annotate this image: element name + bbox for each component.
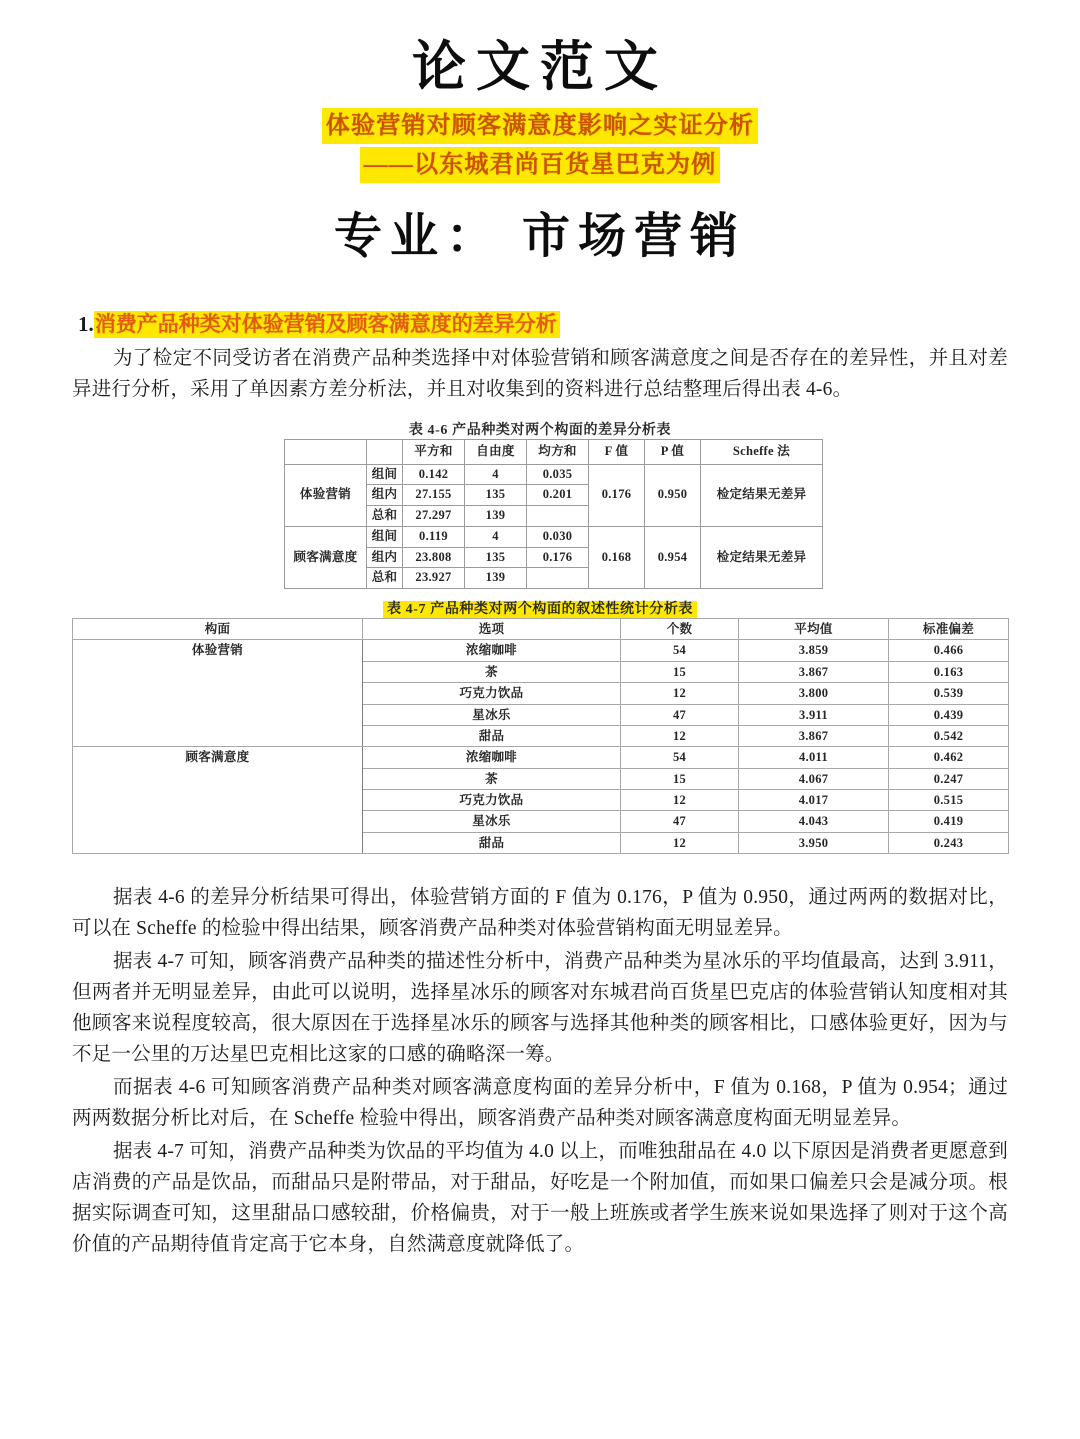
table-row [285, 464, 823, 485]
t47-g1-r2-sd: 0.515 [889, 790, 1009, 811]
t46-g0-r1-src: 组内 [367, 485, 403, 506]
t46-g1-scheffe: 检定结果无差异 [701, 526, 823, 588]
t47-g1-r0-n: 54 [621, 747, 739, 768]
table-4-6 [284, 439, 823, 589]
t47-g1-r0-mean: 4.011 [739, 747, 889, 768]
paragraph-1: 据表 4-6 的差异分析结果可得出，体验营销方面的 F 值为 0.176，P 值为 0.950，通过两两的数据对比，可以在 Scheffe 的检验中得出结果，顾客消费产品种类对体验营销构面无明显差异。 [72, 887, 1008, 940]
t46-g0-r1-ss: 27.155 [403, 485, 465, 506]
t46-g1-p: 0.954 [645, 526, 701, 588]
t46-g0-r0-ms: 0.035 [527, 464, 589, 485]
t46-g1-r0-df: 4 [465, 526, 527, 547]
t47-g0-r1-option: 茶 [363, 661, 621, 682]
t47-h-dimension: 构面 [73, 619, 363, 640]
t47-g1-r3-sd: 0.419 [889, 811, 1009, 832]
t47-g0-r2-option: 巧克力饮品 [363, 683, 621, 704]
table-4-7 [72, 618, 1009, 854]
t47-g0-r3-mean: 3.911 [739, 704, 889, 725]
paragraph-2: 据表 4-7 可知，顾客消费产品种类的描述性分析中，消费产品种类为星冰乐的平均值最高，达到 3.911，但两者并无明显差异，由此可以说明，选择星冰乐的顾客对东城君尚百货星巴克店的体验营销认知度相对其他顾客来说程度较高，很大原因在于选择星冰乐的顾客与选择其他种类的顾客相比，口感体验更好，因为与不足一公里的万达星巴克相比这家的口感的确略深一筹。 [72, 951, 1008, 1066]
t47-g1-r0-sd: 0.462 [889, 747, 1009, 768]
t46-g0-r0-df: 4 [465, 464, 527, 485]
t47-g1-r3-option: 星冰乐 [363, 811, 621, 832]
t47-g0-r1-sd: 0.163 [889, 661, 1009, 682]
t46-g1-r0-src: 组间 [367, 526, 403, 547]
t46-g1-r2-df: 139 [465, 568, 527, 589]
t47-g1-r3-n: 47 [621, 811, 739, 832]
t46-h-ss: 平方和 [403, 439, 465, 464]
section-number: 1. [78, 311, 94, 336]
paragraph-3: 而据表 4-6 可知顾客消费产品种类对顾客满意度构面的差异分析中，F 值为 0.168，P 值为 0.954；通过两两数据分析比对后，在 Scheffe 检验中得出，顾客消费产品种类对顾客满意度构面无明显差异。 [72, 1077, 1008, 1130]
page-title: 论文范文 [412, 37, 668, 97]
t46-g0-r0-src: 组间 [367, 464, 403, 485]
table-4-7-header-row [73, 619, 1009, 640]
t46-h-scheffe: Scheffe 法 [701, 439, 823, 464]
t47-g0-r2-sd: 0.539 [889, 683, 1009, 704]
table-4-6-block [284, 419, 807, 589]
paragraph-intro: 为了检定不同受访者在消费产品种类选择中对体验营销和顾客满意度之间是否存在的差异性，并且对差异进行分析，采用了单因素方差分析法，并且对收集到的资料进行总结整理后得出表 4-6。 [72, 347, 1008, 400]
table-4-6-caption [284, 419, 796, 439]
t47-h-option: 选项 [363, 619, 621, 640]
t47-g1-r2-mean: 4.017 [739, 790, 889, 811]
t47-g0-r3-option: 星冰乐 [363, 704, 621, 725]
t46-g0-r2-ss: 27.297 [403, 506, 465, 527]
subtitle-line-1: 体验营销对顾客满意度影响之实证分析 [322, 108, 758, 144]
t47-g0-r0-sd: 0.466 [889, 640, 1009, 661]
t47-g1-r1-sd: 0.247 [889, 768, 1009, 789]
table-row [73, 747, 1009, 768]
t47-h-sd: 标准偏差 [889, 619, 1009, 640]
table-body-spacer [0, 854, 1080, 876]
t47-g0-r4-mean: 3.867 [739, 725, 889, 746]
t47-g0-r0-option: 浓缩咖啡 [363, 640, 621, 661]
t47-g1-r4-n: 12 [621, 832, 739, 853]
t46-g0-name: 体验营销 [285, 464, 367, 526]
t46-g1-r2-src: 总和 [367, 568, 403, 589]
title-block [0, 0, 1080, 266]
t46-g0-r2-df: 139 [465, 506, 527, 527]
t47-g0-r4-n: 12 [621, 725, 739, 746]
section-heading-text: 消费产品种类对体验营销及顾客满意度的差异分析 [94, 311, 560, 338]
t47-g1-r4-sd: 0.243 [889, 832, 1009, 853]
t47-g0-r3-n: 47 [621, 704, 739, 725]
table-4-6-header-row [285, 439, 823, 464]
table-4-6-caption-text: 表 4-6 产品种类对两个构面的差异分析表 [408, 422, 672, 438]
t46-h-ms: 均方和 [527, 439, 589, 464]
t47-g1-r4-option: 甜品 [363, 832, 621, 853]
table-4-7-caption [72, 598, 1008, 618]
t46-h-p: P 值 [645, 439, 701, 464]
t47-g1-dimension: 顾客满意度 [73, 747, 363, 854]
t47-g1-r1-option: 茶 [363, 768, 621, 789]
t46-g1-r1-ms: 0.176 [527, 547, 589, 568]
table-row [285, 526, 823, 547]
t46-g0-p: 0.950 [645, 464, 701, 526]
paragraph-4: 据表 4-7 可知，消费产品种类为饮品的平均值为 4.0 以上，而唯独甜品在 4.0 以下原因是消费者更愿意到店消费的产品是饮品，而甜品只是附带品，对于甜品，好吃是一个附加值，而如果口偏差只会是减分项。根据实际调查可知，这里甜品口感较甜，价格偏贵，对于一般上班族或者学生族来说如果选择了则对于这个高价值的产品期待值肯定高于它本身，自然满意度就降低了。 [72, 1141, 1008, 1256]
t47-g0-r2-n: 12 [621, 683, 739, 704]
t46-g0-r2-src: 总和 [367, 506, 403, 527]
t47-g1-r4-mean: 3.950 [739, 832, 889, 853]
t46-h-df: 自由度 [465, 439, 527, 464]
t47-g0-r0-mean: 3.859 [739, 640, 889, 661]
t46-g1-r0-ss: 0.119 [403, 526, 465, 547]
t47-h-mean: 平均值 [739, 619, 889, 640]
t46-h-f: F 值 [589, 439, 645, 464]
t47-g0-r4-option: 甜品 [363, 725, 621, 746]
t47-g1-r0-option: 浓缩咖啡 [363, 747, 621, 768]
subtitle-group [0, 108, 1080, 183]
t47-g0-r1-mean: 3.867 [739, 661, 889, 682]
t46-g1-f: 0.168 [589, 526, 645, 588]
t47-g1-r3-mean: 4.043 [739, 811, 889, 832]
t47-g0-r3-sd: 0.439 [889, 704, 1009, 725]
t46-g1-r2-ms [527, 568, 589, 589]
t46-g0-r1-df: 135 [465, 485, 527, 506]
t46-g0-scheffe: 检定结果无差异 [701, 464, 823, 526]
table-4-7-block [72, 598, 1008, 854]
section-heading [78, 312, 1080, 337]
major-line: 专业： 市场营销 [333, 209, 746, 263]
t46-g1-r1-src: 组内 [367, 547, 403, 568]
t47-g0-r2-mean: 3.800 [739, 683, 889, 704]
t47-g1-r2-option: 巧克力饮品 [363, 790, 621, 811]
t46-g0-f: 0.176 [589, 464, 645, 526]
table-row [73, 640, 1009, 661]
t46-g0-r1-ms: 0.201 [527, 485, 589, 506]
t46-g1-r2-ss: 23.927 [403, 568, 465, 589]
subtitle-line-2: ——以东城君尚百货星巴克为例 [360, 147, 721, 183]
t46-h-blank1 [285, 439, 367, 464]
t46-g1-r1-ss: 23.808 [403, 547, 465, 568]
t47-g0-dimension: 体验营销 [73, 640, 363, 747]
table-4-7-caption-text: 表 4-7 产品种类对两个构面的叙述性统计分析表 [383, 601, 697, 618]
t47-g1-r1-mean: 4.067 [739, 768, 889, 789]
t47-h-count: 个数 [621, 619, 739, 640]
t46-g1-r1-df: 135 [465, 547, 527, 568]
t46-g1-r0-ms: 0.030 [527, 526, 589, 547]
t46-h-blank2 [367, 439, 403, 464]
t47-g0-r1-n: 15 [621, 661, 739, 682]
t46-g0-r0-ss: 0.142 [403, 464, 465, 485]
t47-g1-r2-n: 12 [621, 790, 739, 811]
t46-g1-name: 顾客满意度 [285, 526, 367, 588]
t47-g0-r0-n: 54 [621, 640, 739, 661]
t46-g0-r2-ms [527, 506, 589, 527]
t47-g0-r4-sd: 0.542 [889, 725, 1009, 746]
t47-g1-r1-n: 15 [621, 768, 739, 789]
